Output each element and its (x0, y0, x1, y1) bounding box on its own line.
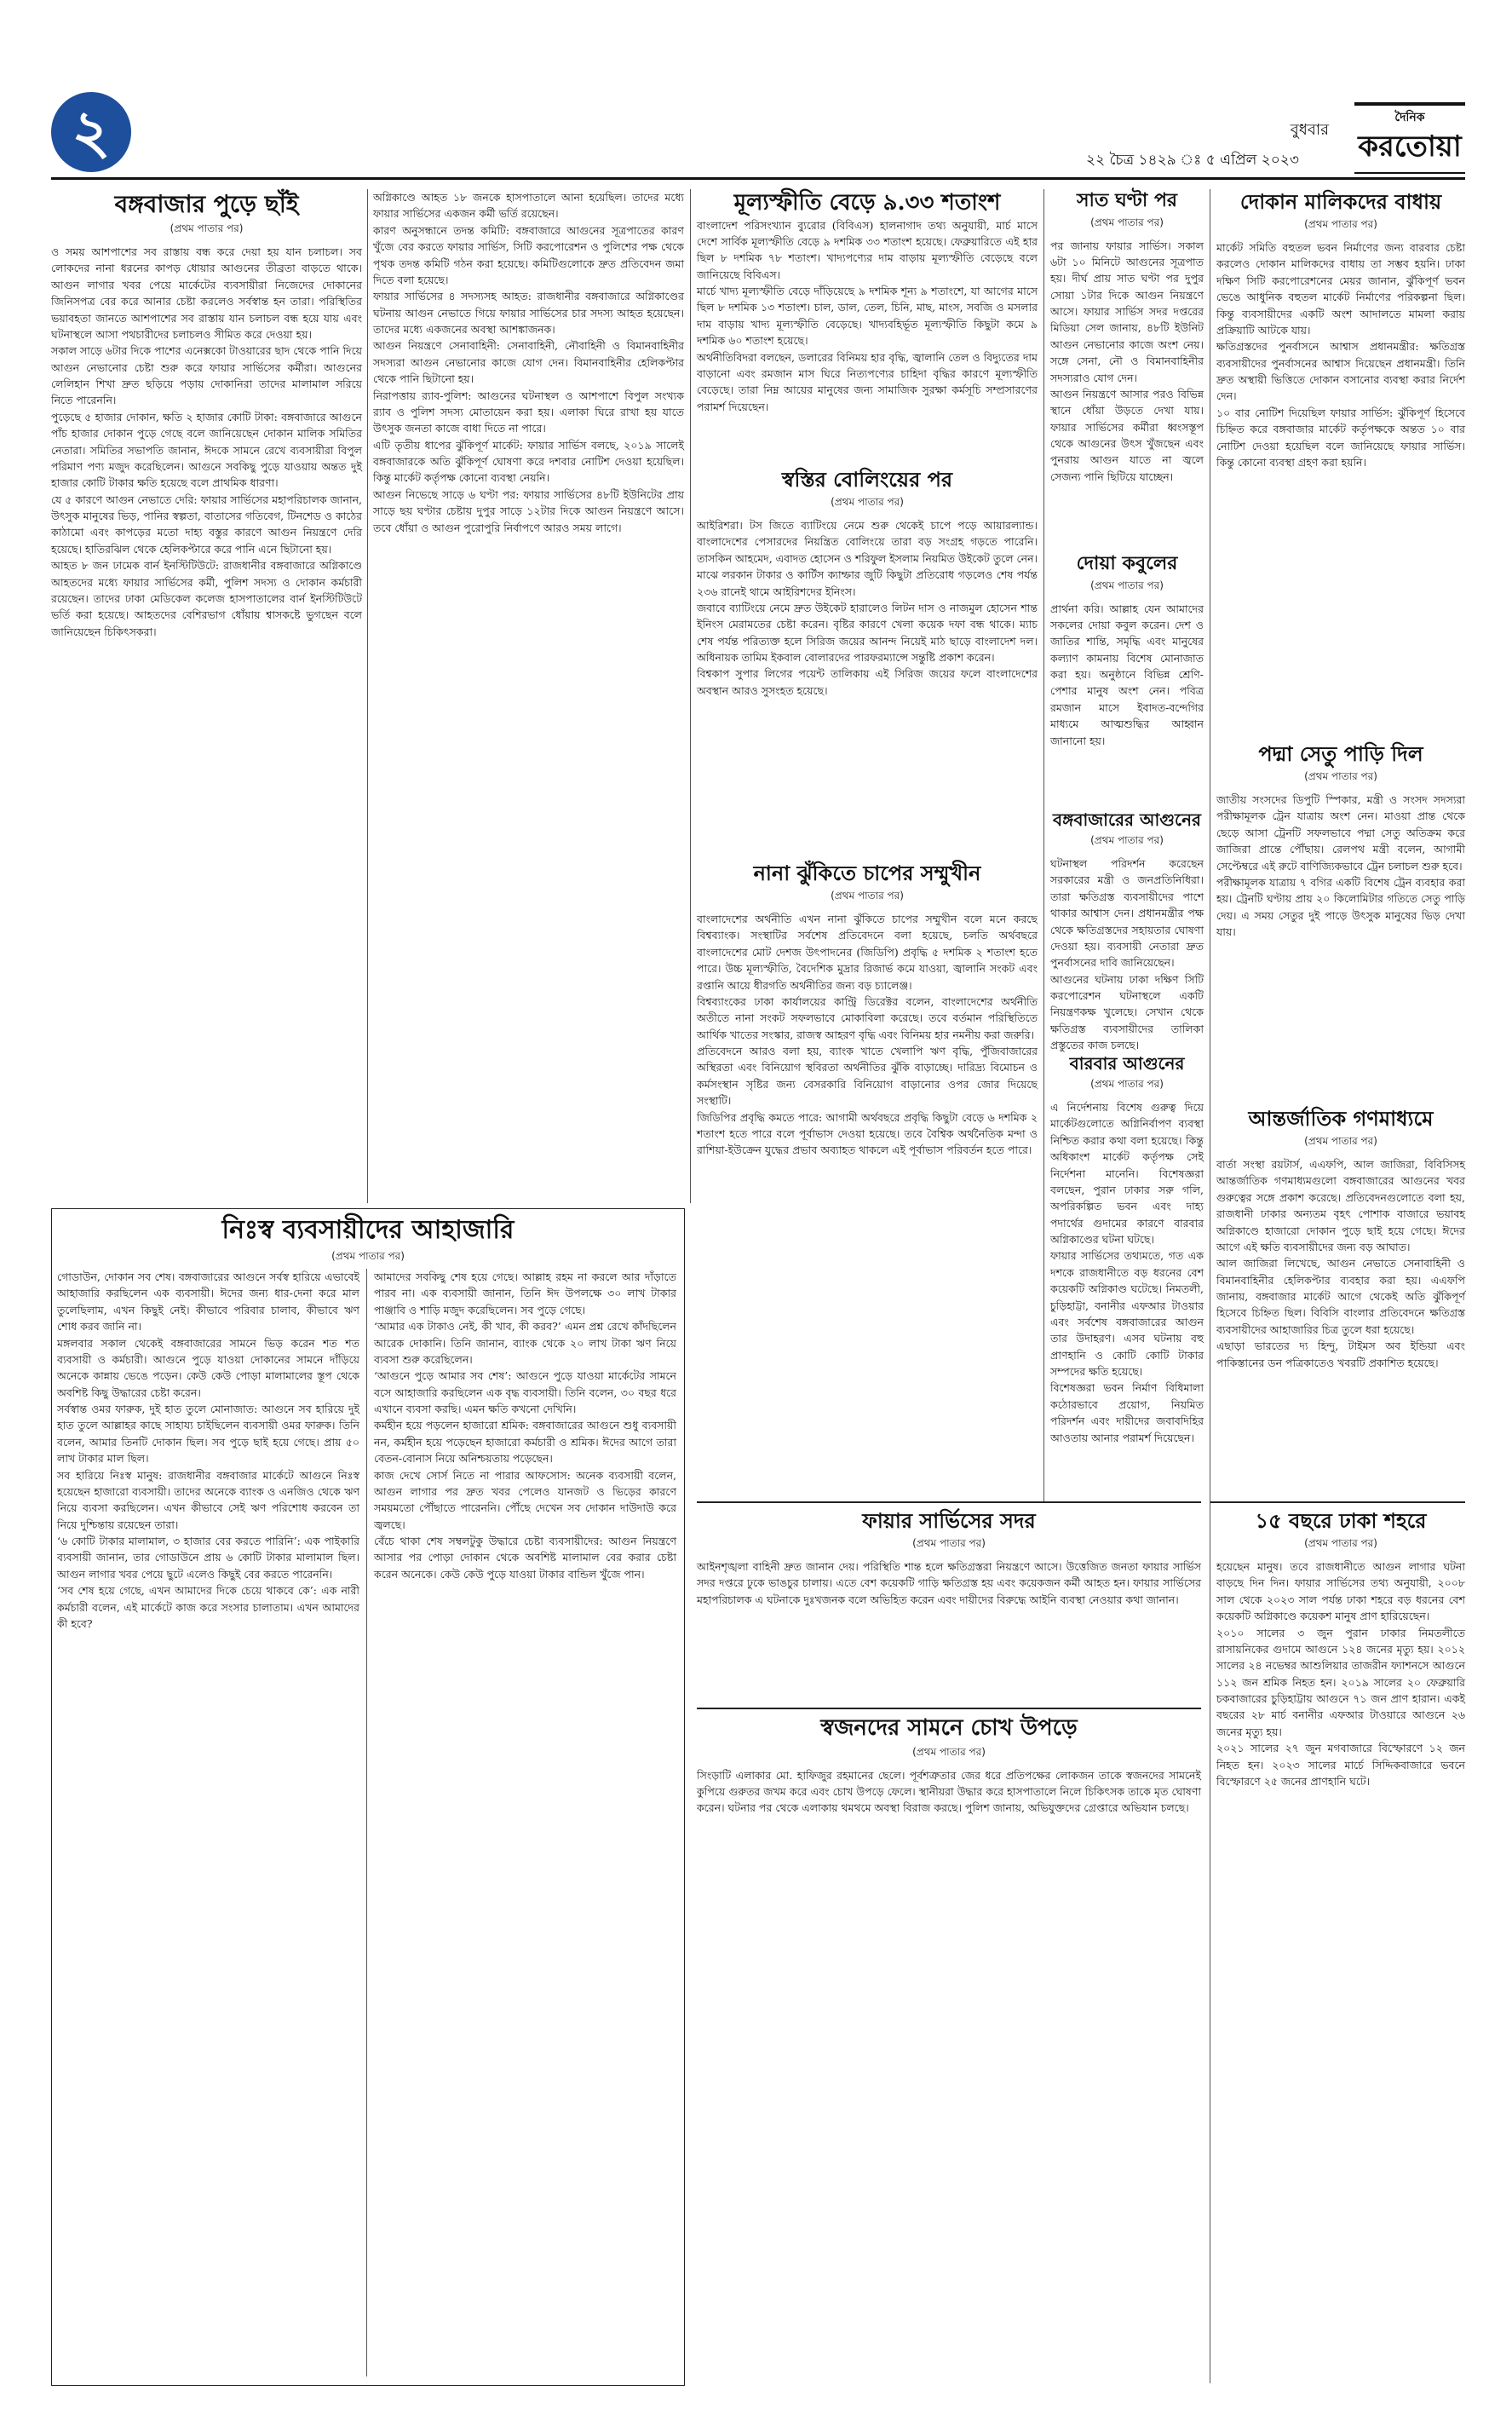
jump-label: (প্রথম পাতার পর) (912, 1745, 986, 1758)
jump-label: (প্রথম পাতার পর) (170, 222, 244, 234)
column-divider (366, 1269, 367, 2376)
jump-label: (প্রথম পাতার পর) (1304, 218, 1377, 230)
article-body: এ নির্দেশনায় বিশেষ গুরুত্ব দিয়ে মার্কেটগুলোতে অগ্নিনির্বাপণ ব্যবস্থা নিশ্চিত করার কথা বলা হয়েছে। কিন্তু অধিকাংশ মার্কেট কর্তৃপক্ষ সেই নির্দেশনা মানেনি। বিশেষজ্ঞরা বলছেন, পুরান ঢাকার সরু গলি, অপরিকল্পিত ভবন এবং দাহ্য পদার্থের গুদামের কারণে বারবার অগ্নিকাণ্ডের ঘটনা ঘটছে। ফায়ার সার্ভিসের তথ্যমতে, গত এক দশকে রাজধানীতে বড় ধরনের বেশ কয়েকটি অগ্নিকাণ্ড ঘটেছে। নিমতলী, চুড়িহাট্টা, বনানীর এফআর টাওয়ার এবং সর্বশেষ বঙ্গবাজারের আগুন তার উদাহরণ। এসব ঘটনায় বহু প্রাণহানি ও কোটি কোটি টাকার সম্পদের ক্ষতি হয়েছে। বিশেষজ্ঞরা ভবন নির্মাণ বিধিমালা কঠোরভাবে প্রয়োগ, নিয়মিত পরিদর্শন এবং দায়ীদের জবাবদিহির আওতায় আনার পরামর্শ দিয়েছেন। (1050, 1101, 1204, 1444)
column-divider (1043, 189, 1044, 1501)
article-economy-risk (697, 861, 1038, 1491)
article-body: হয়েছেন মানুষ। তবে রাজধানীতে আগুন লাগার ঘটনা বাড়ছে দিন দিন। ফায়ার সার্ভিসের তথ্য অনুযায়ী, ২০০৮ সাল থেকে ২০২৩ সাল পর্যন্ত ঢাকা শহরে বড় ধরনের বেশ কয়েকটি অগ্নিকাণ্ডে কয়েকশ মানুষ প্রাণ হারিয়েছেন। ২০১০ সালের ৩ জুন পুরান ঢাকার নিমতলীতে রাসায়নিকের গুদামে আগুনে ১২৪ জনের মৃত্যু হয়। ২০১২ সালের ২৪ নভেম্বর আশুলিয়ার তাজরীন ফ্যাশনসে আগুনে ১১২ জন শ্রমিক নিহত হন। ২০১৯ সালের ২০ ফেব্রুয়ারি চকবাজারের চুড়িহাট্টায় আগুনে ৭১ জন প্রাণ হারান। একই বছরের ২৮ মার্চ বনানীর এফআর টাওয়ারে আগুনে ২৬ জনের মৃত্যু হয়। ২০২১ সালের ২৭ জুন মগবাজারে বিস্ফোরণে ১২ জন নিহত হন। ২০২৩ সালের মার্চে সিদ্দিকবাজারে ভবনে বিস্ফোরণে ২৫ জনের প্রাণহানি ঘটে। (1216, 1560, 1465, 1788)
masthead (0, 0, 1512, 169)
jump-label: (প্রথম পাতার পর) (1090, 579, 1164, 591)
headline-repeated-fire: বারবার আগুনের (1069, 1053, 1185, 1074)
jump-label: (প্রথম পাতার পর) (1304, 1537, 1377, 1549)
article-bongobazar-fire (1050, 809, 1204, 1052)
article-body: বার্তা সংস্থা রয়টার্স, এএফপি, আল জাজিরা, বিবিসিসহ আন্তর্জাতিক গণমাধ্যমগুলো বঙ্গবাজারের আগুনের খবর গুরুত্বের সঙ্গে প্রকাশ করেছে। প্রতিবেদনগুলোতে বলা হয়, রাজধানী ঢাকার অন্যতম বৃহৎ পোশাক বাজারে ভয়াবহ অগ্নিকাণ্ডে হাজারো দোকান পুড়ে ছাই হয়ে গেছে। ঈদের আগে এই ক্ষতি ব্যবসায়ীদের জন্য বড় আঘাত। আল জাজিরা লিখেছে, আগুন নেভাতে সেনাবাহিনী ও বিমানবাহিনীর হেলিকপ্টার ব্যবহার করা হয়। এএফপি জানায়, বঙ্গবাজার মার্কেট আগে থেকেই অতি ঝুঁকিপূর্ণ হিসেবে চিহ্নিত ছিল। বিবিসি বাংলার প্রতিবেদনে ক্ষতিগ্রস্ত ব্যবসায়ীদের আহাজারির চিত্র তুলে ধরা হয়েছে। এছাড়া ভারতের দ্য হিন্দু, টাইমস অব ইন্ডিয়া এবং পাকিস্তানের ডন পত্রিকাতেও খবরটি প্রকাশিত হয়েছে। (1216, 1158, 1465, 1369)
article-body: অগ্নিকাণ্ডে আহত ১৮ জনকে হাসপাতালে আনা হয়েছিল। তাদের মধ্যে ফায়ার সার্ভিসের একজন কর্মী ভর্তি রয়েছেন। কারণ অনুসন্ধানে তদন্ত কমিটি: বঙ্গবাজারে আগুনের সূত্রপাতের কারণ খুঁজে বের করতে ফায়ার সার্ভিস, সিটি করপোরেশন ও পুলিশের পক্ষ থেকে পৃথক তদন্ত কমিটি গঠন করা হয়েছে। কমিটিগুলোকে দ্রুত প্রতিবেদন জমা দিতে বলা হয়েছে। ফায়ার সার্ভিসের ৪ সদস্যসহ আহত: রাজধানীর বঙ্গবাজারে অগ্নিকাণ্ডের ঘটনায় আগুন নেভাতে গিয়ে ফায়ার সার্ভিসের চার সদস্য আহত হয়েছেন। তাদের মধ্যে একজনের অবস্থা আশঙ্কাজনক। আগুন নিয়ন্ত্রণে সেনাবাহিনী: সেনাবাহিনী, নৌবাহিনী ও বিমানবাহিনীর সদস্যরা আগুন নেভানোর কাজে যোগ দেন। বিমানবাহিনীর হেলিকপ্টার থেকে পানি ছিটানো হয়। নিরাপত্তায় র‍্যাব-পুলিশ: আগুনের ঘটনাস্থল ও আশপাশে বিপুল সংখ্যক র‍্যাব ও পুলিশ সদস্য মোতায়েন করা হয়। এলাকা ঘিরে রাখা হয় যাতে উৎসুক জনতা কাজে বাধা দিতে না পারে। এটি তৃতীয় ধাপের ঝুঁকিপূর্ণ মার্কেট: ফায়ার সার্ভিস বলছে, ২০১৯ সালেই বঙ্গবাজারকে অতি ঝুঁকিপূর্ণ ঘোষণা করে দশবার নোটিশ দেওয়া হয়েছিল। কিন্তু মার্কেট কর্তৃপক্ষ কোনো ব্যবস্থা নেয়নি। আগুন নিভেছে সাড়ে ৬ ঘণ্টা পর: ফায়ার সার্ভিসের ৪৮টি ইউনিটের প্রায় সাড়ে ছয় ঘণ্টার চেষ্টায় দুপুর সাড়ে ১২টার দিকে আগুন নিয়ন্ত্রণে আসে। তবে ধোঁয়া ও আগুন পুরোপুরি নির্বাপণে আরও সময় লাগে। (373, 191, 684, 534)
article-dhaka-15-years (1216, 1508, 1465, 2383)
header-divider (51, 177, 1465, 180)
article-body: বাংলাদেশ পরিসংখ্যান ব্যুরোর (বিবিএস) হালনাগাদ তথ্য অনুযায়ী, মার্চ মাসে দেশে সার্বিক মূল্যস্ফীতি বেড়ে ৯ দশমিক ৩৩ শতাংশ হয়েছে। ফেব্রুয়ারিতে এই হার ছিল ৮ দশমিক ৭৮ শতাংশ। খাদ্যপণ্যের দাম বাড়ায় মূল্যস্ফীতি বেড়েছে বলে জানিয়েছে বিবিএস। মার্চে খাদ্য মূল্যস্ফীতি বেড়ে দাঁড়িয়েছে ৯ দশমিক শূন্য ৯ শতাংশে, যা আগের মাসে ছিল ৮ দশমিক ১৩ শতাংশ। চাল, ডাল, তেল, চিনি, মাছ, মাংস, সবজি ও মসলার দাম বাড়ায় খাদ্য মূল্যস্ফীতি বেড়েছে। খাদ্যবহির্ভূত মূল্যস্ফীতি কিছুটা কমে ৯ দশমিক ৬০ শতাংশ হয়েছে। অর্থনীতিবিদরা বলছেন, ডলারের বিনিময় হার বৃদ্ধি, জ্বালানি তেল ও বিদ্যুতের দাম বাড়ানো এবং রমজান মাস ঘিরে নিত্যপণ্যের চাহিদা বৃদ্ধির কারণে মূল্যস্ফীতি বেড়েছে। তারা নিম্ন আয়ের মানুষের জন্য সামাজিক সুরক্ষা কর্মসূচি সম্প্রসারণের পরামর্শ দিয়েছেন। (697, 218, 1038, 413)
headline-eye-gouged: স্বজনদের সামনে চোখ উপড়ে (820, 1715, 1078, 1741)
section-divider (1210, 1501, 1465, 1503)
text-column (374, 1269, 676, 2376)
article-seven-hours (1050, 189, 1204, 545)
jump-label: (প্রথম পাতার পর) (1090, 834, 1164, 846)
article-body: প্রার্থনা করি। আল্লাহ যেন আমাদের সকলের দোয়া কবুল করেন। দেশ ও জাতির শান্তি, সমৃদ্ধি এবং মানুষের কল্যাণ কামনায় বিশেষ মোনাজাত করা হয়। অনুষ্ঠানে বিভিন্ন শ্রেণি-পেশার মানুষ অংশ নেন। পবিত্র রমজান মাসে ইবাদত-বন্দেগির মাধ্যমে আত্মশুদ্ধির আহ্বান জানানো হয়। (1050, 602, 1207, 747)
article-international-media (1216, 1106, 1465, 1494)
headline-bongobazar: বঙ্গবাজার পুড়ে ছাঁই (114, 190, 299, 218)
article-bongobazar (51, 189, 362, 1201)
article-traders-lament (51, 1208, 685, 2386)
logo-title: করতোয়া (1358, 130, 1462, 164)
headline-cricket: স্বস্তির বোলিংয়ের পর (781, 467, 953, 492)
article-repeated-fire (1050, 1053, 1204, 1496)
jump-label: (প্রথম পাতার পর) (331, 1249, 405, 1262)
article-shop-owners (1216, 189, 1465, 734)
headline-international-media: আন্তর্জাতিক গণমাধ্যমে (1248, 1106, 1434, 1131)
column-divider (690, 189, 691, 1203)
headline-padma-bridge: পদ্মা সেতু পাড়ি দিল (1258, 741, 1423, 766)
jump-label: (প্রথম পাতার পর) (831, 890, 904, 902)
article-body: সিংড়াটি এলাকার মো. হাফিজুর রহমানের ছেলে। পূর্বশত্রুতার জের ধরে প্রতিপক্ষের লোকজন তাকে স্বজনদের সামনেই কুপিয়ে গুরুতর জখম করে এবং চোখ উপড়ে ফেলে। স্থানীয়রা উদ্ধার করে হাসপাতালে নিলে চিকিৎসক তাকে মৃত ঘোষণা করেন। ঘটনার পর থেকে এলাকায় থমথমে অবস্থা বিরাজ করছে। পুলিশ জানায়, অভিযুক্তদের গ্রেপ্তারে অভিযান চলছে। (697, 1768, 1204, 1815)
headline-inflation: মূল্যস্ফীতি বেড়ে ৯.৩৩ শতাংশ (733, 190, 1001, 216)
logo-prefix: দৈনিক (1394, 111, 1425, 124)
article-body: পর জানায় ফায়ার সার্ভিস। সকাল ৬টা ১০ মিনিটে আগুনের সূত্রপাত হয়। দীর্ঘ প্রায় সাত ঘণ্টা পর দুপুর সোয়া ১টার দিকে আগুন নিয়ন্ত্রণে আসে। ফায়ার সার্ভিস সদর দপ্তরের মিডিয়া সেল জানায়, ৪৮টি ইউনিট আগুন নেভানোর কাজে অংশ নেয়। সঙ্গে সেনা, নৌ ও বিমানবাহিনীর সদস্যরাও যোগ দেন। আগুন নিয়ন্ত্রণে আসার পরও বিভিন্ন স্থানে ধোঁয়া উড়তে দেখা যায়। ফায়ার সার্ভিসের কর্মীরা ধ্বংসস্তূপ থেকে আগুনের উৎস খুঁজছেন এবং পুনরায় আগুন যাতে না জ্বলে সেজন্য পানি ছিটিয়ে যাচ্ছেন। (1050, 239, 1204, 483)
article-inflation (697, 189, 1038, 464)
jump-label: (প্রথম পাতার পর) (1090, 216, 1164, 228)
article-doa (1050, 552, 1207, 801)
headline-shop-owners: দোকান মালিকদের বাধায় (1239, 189, 1442, 214)
article-bongobazar-continued (373, 189, 684, 1201)
article-body: জাতীয় সংসদের ডিপুটি স্পিকার, মন্ত্রী ও সংসদ সদস্যরা পরীক্ষামূলক ট্রেন যাত্রায় অংশ নেন। মাওয়া প্রান্ত থেকে ছেড়ে আসা ট্রেনটি সফলভাবে পদ্মা সেতু অতিক্রম করে জাজিরা প্রান্তে পৌঁছায়। রেলপথ মন্ত্রী বলেন, আগামী সেপ্টেম্বরে এই রুটে বাণিজ্যিকভাবে ট্রেন চলাচল শুরু হবে। পরীক্ষামূলক যাত্রায় ৭ বগির একটি বিশেষ ট্রেন ব্যবহার করা হয়। ট্রেনটি ঘণ্টায় প্রায় ২০ কিলোমিটার গতিতে সেতু পাড়ি দেয়। এ সময় সেতুর দুই পাড়ে উৎসুক মানুষের ভিড় দেখা যায়। (1216, 793, 1465, 938)
jump-label: (প্রথম পাতার পর) (1090, 1078, 1164, 1090)
headline-traders-lament: নিঃস্ব ব্যবসায়ীদের আহাজারি (221, 1215, 515, 1245)
headline-dhaka-15-years: ১৫ বছরে ঢাকা শহরে (1255, 1508, 1427, 1533)
jump-label: (প্রথম পাতার পর) (1304, 770, 1377, 782)
jump-label: (প্রথম পাতার পর) (912, 1537, 986, 1549)
article-body: মার্কেট সমিতি বহুতল ভবন নির্মাণের জন্য বারবার চেষ্টা করলেও দোকান মালিকদের বাধায় তা সম্ভব হয়নি। ঢাকা দক্ষিণ সিটি করপোরেশনের মেয়র জানান, ঝুঁকিপূর্ণ ভবন ভেঙে আধুনিক বহুতল মার্কেট নির্মাণের পরিকল্পনা ছিল। কিন্তু ব্যবসায়ীদের একটি অংশ আদালতে মামলা করায় প্রক্রিয়াটি আটকে যায়। ক্ষতিগ্রস্তদের পুনর্বাসনে আশ্বাস প্রধানমন্ত্রীর: ক্ষতিগ্রস্ত ব্যবসায়ীদের পুনর্বাসনের আশ্বাস দিয়েছেন প্রধানমন্ত্রী। তিনি দ্রুত অস্থায়ী ভিত্তিতে দোকান বসানোর ব্যবস্থা করার নির্দেশ দেন। ১০ বার নোটিশ দিয়েছিল ফায়ার সার্ভিস: ঝুঁকিপূর্ণ হিসেবে চিহ্নিত করে বঙ্গবাজার মার্কেট কর্তৃপক্ষকে অন্তত ১০ বার নোটিশ দেওয়া হয়েছিল বলে জানিয়েছে ফায়ার সার্ভিস। কিন্তু কোনো ব্যবস্থা গ্রহণ করা হয়নি। (1216, 241, 1465, 469)
headline-seven-hours: সাত ঘণ্টা পর (1077, 189, 1177, 211)
text-column (57, 1269, 359, 2376)
article-eye-gouged (697, 1714, 1204, 2383)
article-body: ও সময় আশপাশের সব রাস্তায় বন্ধ করে দেয়া হয় যান চলাচল। সব লোকদের নানা ধরনের কাপড় ধোয়ার আগুনের তীব্রতা বাড়তে থাকে। আগুন লাগার খবর পেয়ে মার্কেটের ব্যবসায়ীরা নিজেদের দোকানের জিনিসপত্র বের করে আনার চেষ্টা করলেও সর্বস্বান্ত হন তারা। পরিস্থিতির ভয়াবহতা জানতে আশপাশের সব রাস্তায় যান চলাচল বন্ধ হয়ে যায় এবং ঘটনাস্থলে আসা পথচারীদের চলাচলও সীমিত করে দেওয়া হয়। সকাল সাড়ে ৬টার দিকে পাশের এনেক্সকো টাওয়ারের ছাদ থেকে পানি দিয়ে আগুন নেভানোর চেষ্টা শুরু করে ফায়ার সার্ভিসের কর্মীরা। আগুনের লেলিহান শিখা দ্রুত ছড়িয়ে পড়ায় দোকানিরা তাদের মালামাল সরিয়ে নিতে পারেননি। পুড়েছে ৫ হাজার দোকান, ক্ষতি ২ হাজার কোটি টাকা: বঙ্গবাজারে আগুনে পাঁচ হাজার দোকান পুড়ে গেছে বলে জানিয়েছেন দোকান মালিক সমিতির নেতারা। সমিতির সভাপতি জানান, ঈদকে সামনে রেখে ব্যবসায়ীরা বিপুল পরিমাণ পণ্য মজুদ করেছিলেন। আগুনে সবকিছু পুড়ে যাওয়ায় অন্তত দুই হাজার কোটি টাকার ক্ষতি হয়েছে বলে প্রাথমিক ধারণা। যে ৫ কারণে আগুন নেভাতে দেরি: ফায়ার সার্ভিসের মহাপরিচালক জানান, উৎসুক মানুষের ভিড়, পানির স্বল্পতা, বাতাসের গতিবেগ, টিনশেড ও কাঠের কাঠামো এবং কাপড়ের মতো দাহ্য বস্তুর কারণে আগুন নিয়ন্ত্রণে দেরি হয়েছে। হাতিরঝিল থেকে হেলিকপ্টারে করে পানি এনে ছিটানো হয়। আহত ৮ জন ঢামেক বার্ন ইনস্টিটিউটে: রাজধানীর বঙ্গবাজারে অগ্নিকাণ্ডে আহতদের মধ্যে ফায়ার সার্ভিসের কর্মী, পুলিশ সদস্য ও দোকান কর্মচারী রয়েছেন। তাদের ঢাকা মেডিকেল কলেজ হাসপাতালের বার্ন ইনস্টিটিউটে ভর্তি করা হয়েছে। আহতদের বেশিরভাগ ধোঁয়ায় শ্বাসকষ্টে ভুগছেন বলে জানিয়েছেন চিকিৎসকরা। (51, 245, 362, 638)
headline-bongobazar-fire: বঙ্গবাজারের আগুনের (1052, 809, 1202, 830)
column-divider (367, 189, 368, 1203)
headline-economy-risk: নানা ঝুঁকিতে চাপের সম্মুখীন (753, 861, 981, 885)
masthead-date: ২২ চৈত্র ১৪২৯ ঃ ৫ এপ্রিল ২০২৩ (1086, 152, 1299, 169)
article-body: গোডাউন, দোকান সব শেষ। বঙ্গবাজারের আগুনে সর্বস্ব হারিয়ে এভাবেই আহাজারি করছিলেন এক ব্যবসায়ী। ঈদের জন্য ধার-দেনা করে মাল তুলেছিলাম, এখন কিছুই নেই। কীভাবে পরিবার চালাব, কীভাবে ঋণ শোধ করব জানি না। মঙ্গলবার সকাল থেকেই বঙ্গবাজারের সামনে ভিড় করেন শত শত ব্যবসায়ী ও কর্মচারী। আগুনে পুড়ে যাওয়া দোকানের সামনে দাঁড়িয়ে অনেকে কান্নায় ভেঙে পড়েন। কেউ কেউ পোড়া মালামালের স্তূপ থেকে অবশিষ্ট কিছু উদ্ধারের চেষ্টা করেন। সর্বস্বান্ত ওমর ফারুক, দুই হাত তুলে মোনাজাত: আগুনে সব হারিয়ে দুই হাত তুলে আল্লাহর কাছে সাহায্য চাইছিলেন ব্যবসায়ী ওমর ফারুক। তিনি বলেন, আমার তিনটি দোকান ছিল। সব পুড়ে ছাই হয়ে গেছে। প্রায় ৫০ লাখ টাকার মাল ছিল। সব হারিয়ে নিঃস্ব মানুষ: রাজধানীর বঙ্গবাজার মার্কেটে আগুনে নিঃস্ব হয়েছেন হাজারো ব্যবসায়ী। তাদের অনেকে ব্যাংক ও এনজিও থেকে ঋণ নিয়ে ব্যবসা করছিলেন। এখন কীভাবে সেই ঋণ পরিশোধ করবেন তা নিয়ে দুশ্চিন্তায় রয়েছেন তারা। ‘৬ কোটি টাকার মালামাল, ৩ হাজার বের করতে পারিনি’: এক পাইকারি ব্যবসায়ী জানান, তার গোডাউনে প্রায় ৬ কোটি টাকার মালামাল ছিল। আগুন লাগার খবর পেয়ে ছুটে এলেও কিছুই বের করতে পারেননি। ‘সব শেষ হয়ে গেছে, এখন আমাদের দিকে চেয়ে থাকবে কে’: এক নারী কর্মচারী বলেন, এই মার্কেটে কাজ করে সংসার চালাতাম। এখন আমাদের কী হবে? (57, 1270, 359, 1630)
article-cricket (697, 467, 1038, 852)
article-body: আমাদের সবকিছু শেষ হয়ে গেছে। আল্লাহ রহম না করলে আর দাঁড়াতে পারব না। এক ব্যবসায়ী জানান, তিনি ঈদ উপলক্ষে ৩০ লাখ টাকার পাঞ্জাবি ও শাড়ি মজুদ করেছিলেন। সব পুড়ে গেছে। ‘আমার এক টাকাও নেই, কী খাব, কী করব?’ এমন প্রশ্ন রেখে কাঁদছিলেন আরেক দোকানি। তিনি জানান, ব্যাংক থেকে ২০ লাখ টাকা ঋণ নিয়ে ব্যবসা শুরু করেছিলেন। ‘আগুনে পুড়ে আমার সব শেষ’: আগুনে পুড়ে যাওয়া মার্কেটের সামনে বসে আহাজারি করছিলেন এক বৃদ্ধ ব্যবসায়ী। তিনি বলেন, ৩০ বছর ধরে এখানে ব্যবসা করছি। এমন ক্ষতি কখনো দেখিনি। কর্মহীন হয়ে পড়লেন হাজারো শ্রমিক: বঙ্গবাজারের আগুনে শুধু ব্যবসায়ী নন, কর্মহীন হয়ে পড়েছেন হাজারো কর্মচারী ও শ্রমিক। ঈদের আগে তারা বেতন-বোনাস নিয়ে অনিশ্চয়তায় পড়েছেন। কাজ দেখে সোর্স নিতে না পারার আফসোস: অনেক ব্যবসায়ী বলেন, আগুন লাগার পর দ্রুত খবর পেলেও যানজট ও ভিড়ের কারণে সময়মতো পৌঁছাতে পারেননি। পৌঁছে দেখেন সব দোকান দাউদাউ করে জ্বলছে। বেঁচে থাকা শেষ সম্বলটুকু উদ্ধারে চেষ্টা ব্যবসায়ীদের: আগুন নিয়ন্ত্রণে আসার পর পোড়া দোকান থেকে অবশিষ্ট মালামাল বের করার চেষ্টা করেন অনেকে। কেউ কেউ পুড়ে যাওয়া টাকার বান্ডিল খুঁজে পান। (374, 1270, 676, 1581)
headline-doa: দোয়া কবুলের (1076, 552, 1178, 574)
headline-fire-service-hq: ফায়ার সার্ভিসের সদর (862, 1508, 1036, 1533)
newspaper-logo[interactable] (1354, 102, 1465, 174)
article-fire-service-hq (697, 1508, 1204, 1702)
article-body: আইরিশরা। টস জিতে ব্যাটিংয়ে নেমে শুরু থেকেই চাপে পড়ে আয়ারল্যান্ড। বাংলাদেশের পেসারদের নিয়ন্ত্রিত বোলিংয়ে তারা বড় সংগ্রহ গড়তে পারেনি। তাসকিন আহমেদ, এবাদত হোসেন ও শরিফুল ইসলাম নিয়মিত উইকেট তুলে নেন। মাঝে লরকান টাকার ও কার্টিস ক্যাম্ফার জুটি কিছুটা প্রতিরোধ গড়লেও শেষ পর্যন্ত ২৩৬ রানেই থামে আইরিশদের ইনিংস। জবাবে ব্যাটিংয়ে নেমে দ্রুত উইকেট হারালেও লিটন দাস ও নাজমুল হোসেন শান্ত ইনিংস মেরামতের চেষ্টা করেন। বৃষ্টির কারণে খেলা কয়েক দফা বন্ধ থাকে। ম্যাচ শেষ পর্যন্ত পরিত্যক্ত হলে সিরিজ জয়ের আনন্দ নিয়েই মাঠ ছাড়ে বাংলাদেশ দল। অধিনায়ক তামিম ইকবাল বোলারদের পারফরম্যান্সে সন্তুষ্টি প্রকাশ করেন। বিশ্বকাপ সুপার লিগের পয়েন্ট তালিকায় এই সিরিজ জয়ের ফলে বাংলাদেশের অবস্থান আরও সুসংহত হয়েছে। (697, 519, 1038, 697)
section-divider (697, 1708, 1201, 1709)
article-body: ঘটনাস্থল পরিদর্শন করেছেন সরকারের মন্ত্রী ও জনপ্রতিনিধিরা। তারা ক্ষতিগ্রস্ত ব্যবসায়ীদের পাশে থাকার আশ্বাস দেন। প্রধানমন্ত্রীর পক্ষ থেকে ক্ষতিগ্রস্তদের সহায়তার ঘোষণা দেওয়া হয়। ব্যবসায়ী নেতারা দ্রুত পুনর্বাসনের দাবি জানিয়েছেন। আগুনের ঘটনায় ঢাকা দক্ষিণ সিটি করপোরেশন ঘটনাস্থলে একটি নিয়ন্ত্রণকক্ষ খুলেছে। সেখান থেকে ক্ষতিগ্রস্ত ব্যবসায়ীদের তালিকা প্রস্তুতের কাজ চলছে। (1050, 857, 1204, 1052)
page-number-badge: ২ (51, 92, 131, 172)
jump-label: (প্রথম পাতার পর) (831, 496, 904, 508)
article-padma-bridge (1216, 741, 1465, 1099)
masthead-day: বুধবার (1290, 121, 1329, 139)
article-body: আইনশৃঙ্খলা বাহিনী দ্রুত জানান দেয়। পরিস্থিতি শান্ত হলে ক্ষতিগ্রস্তরা নিয়ন্ত্রণে আসে। উত্তেজিত জনতা ফায়ার সার্ভিস সদর দপ্তরে ঢুকে ভাঙচুর চালায়। এতে বেশ কয়েকটি গাড়ি ক্ষতিগ্রস্ত হয় এবং কয়েকজন কর্মী আহত হন। ফায়ার সার্ভিসের মহাপরিচালক এ ঘটনাকে দুঃখজনক বলে অভিহিত করেন এবং দায়ীদের বিরুদ্ধে আইনি ব্যবস্থা নেওয়ার কথা জানান। (697, 1560, 1204, 1606)
article-body: বাংলাদেশের অর্থনীতি এখন নানা ঝুঁকিতে চাপের সম্মুখীন বলে মনে করছে বিশ্বব্যাংক। সংস্থাটির সর্বশেষ প্রতিবেদনে বলা হয়েছে, চলতি অর্থবছরে বাংলাদেশের মোট দেশজ উৎপাদনের (জিডিপি) প্রবৃদ্ধি ৫ দশমিক ২ শতাংশ হতে পারে। উচ্চ মূল্যস্ফীতি, বৈদেশিক মুদ্রার রিজার্ভ কমে যাওয়া, জ্বালানি সংকট এবং রপ্তানি আয়ে ধীরগতি অর্থনীতির জন্য বড় চ্যালেঞ্জ। বিশ্বব্যাংকের ঢাকা কার্যালয়ের কান্ট্রি ডিরেক্টর বলেন, বাংলাদেশের অর্থনীতি অতীতে নানা সংকট সফলভাবে মোকাবিলা করেছে। তবে বর্তমান পরিস্থিতিতে আর্থিক খাতের সংস্কার, রাজস্ব আহরণ বৃদ্ধি এবং বিনিময় হার নমনীয় করা জরুরি। প্রতিবেদনে আরও বলা হয়, ব্যাংক খাতে খেলাপি ঋণ বৃদ্ধি, পুঁজিবাজারের অস্থিরতা এবং বিনিয়োগ স্থবিরতা অর্থনীতির ঝুঁকি বাড়াচ্ছে। দারিদ্র্য বিমোচন ও কর্মসংস্থান সৃষ্টির জন্য বেসরকারি বিনিয়োগ বাড়ানোর ওপর জোর দিয়েছে সংস্থাটি। জিডিপির প্রবৃদ্ধি কমতে পারে: আগামী অর্থবছরে প্রবৃদ্ধি কিছুটা বেড়ে ৬ দশমিক ২ শতাংশ হতে পারে বলে পূর্বাভাস দেওয়া হয়েছে। তবে বৈশ্বিক অর্থনৈতিক মন্দা ও রাশিয়া-ইউক্রেন যুদ্ধের প্রভাব অব্যাহত থাকলে এই পূর্বাভাস পরিবর্তন হতে পারে। (697, 913, 1038, 1157)
section-divider (697, 1501, 1201, 1503)
jump-label: (প্রথম পাতার পর) (1304, 1135, 1377, 1147)
